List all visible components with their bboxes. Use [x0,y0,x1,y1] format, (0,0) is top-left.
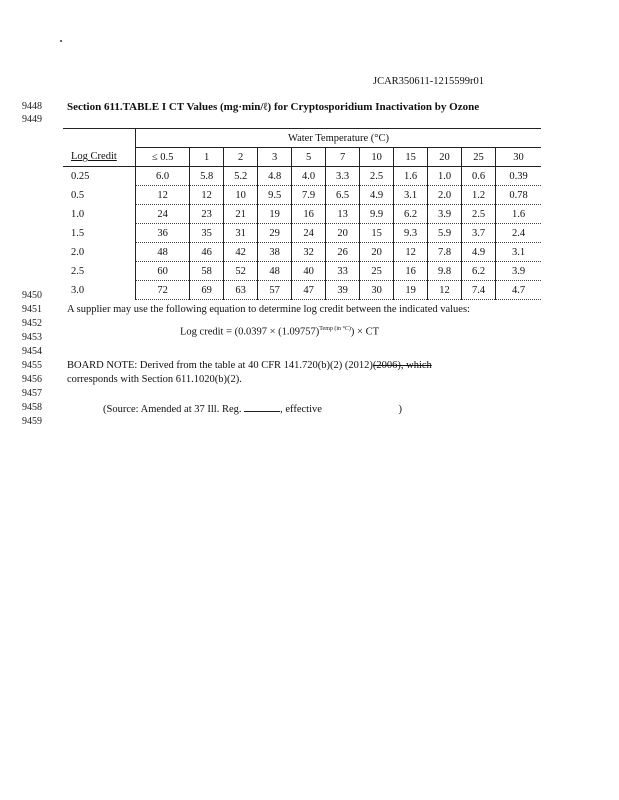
ct-value-cell: 10 [224,186,258,205]
ct-value-cell: 15 [360,224,394,243]
ct-value-cell: 3.9 [496,262,541,281]
ct-value-cell: 29 [258,224,292,243]
log-credit-header: Log Credit [63,148,136,167]
ct-value-cell: 6.5 [326,186,360,205]
ct-value-cell: 3.3 [326,167,360,186]
ct-value-cell: 4.9 [462,243,496,262]
table-row [63,224,541,243]
log-credit-cell: 1.5 [71,227,85,239]
table-row [63,262,541,281]
board-note [67,360,432,371]
ct-value-cell: 9.5 [258,186,292,205]
ct-value-cell: 57 [258,281,292,300]
line-number: 9455 [22,360,42,371]
board-note-line2: corresponds with Section 611.1020(b)(2). [67,374,242,385]
ct-value-cell: 46 [190,243,224,262]
ct-value-cell: 0.39 [496,167,541,186]
ct-value-cell: 2.0 [428,186,462,205]
ct-value-cell: 9.9 [360,205,394,224]
source-suffix: ) [398,404,403,415]
ct-value-cell: 60 [136,262,190,281]
ct-value-cell: 4.7 [496,281,541,300]
line-number: 9451 [22,304,42,315]
temperature-header-cell: ≤ 0.5 [136,148,190,167]
ct-value-cell: 40 [292,262,326,281]
line-number: 9453 [22,332,42,343]
temperature-header-cell: 20 [428,148,462,167]
ct-value-cell: 0.78 [496,186,541,205]
temperature-header-cell: 3 [258,148,292,167]
ct-value-cell: 6.2 [462,262,496,281]
table-row [63,243,541,262]
ct-value-cell: 12 [190,186,224,205]
formula-exponent: Temp (in °C) [319,326,351,332]
formula-right: ) × CT [350,326,380,338]
ct-value-cell: 4.9 [360,186,394,205]
ct-value-cell: 9.8 [428,262,462,281]
table-title: Section 611.TABLE I CT Values (mg·min/ℓ) for Cryptosporidium Inactivation by Ozone [67,101,480,113]
ct-value-cell: 20 [360,243,394,262]
ct-value-cell: 12 [136,186,190,205]
ct-value-cell: 16 [292,205,326,224]
ct-value-cell: 63 [224,281,258,300]
stray-mark [60,40,62,42]
ct-value-cell: 0.6 [462,167,496,186]
source-prefix: (Source: Amended at 37 Ill. Reg. [103,404,242,415]
log-credit-cell: 2.0 [71,246,85,258]
ct-value-cell: 20 [326,224,360,243]
ct-value-cell: 38 [258,243,292,262]
ct-value-cell: 35 [190,224,224,243]
temperature-header-cell: 25 [462,148,496,167]
ct-value-cell: 9.3 [394,224,428,243]
log-credit-formula [180,326,379,338]
ct-value-cell: 2.5 [462,205,496,224]
ct-value-cell: 2.4 [496,224,541,243]
temperature-header-cell: 15 [394,148,428,167]
line-number: 9457 [22,388,42,399]
ct-value-cell: 32 [292,243,326,262]
ct-value-cell: 16 [394,262,428,281]
log-credit-cell: 3.0 [71,284,85,296]
temperature-header-cell: 2 [224,148,258,167]
temperature-header-cell: 1 [190,148,224,167]
ct-value-cell: 12 [428,281,462,300]
temperature-header-cell: 10 [360,148,394,167]
ct-value-cell: 24 [292,224,326,243]
temperature-header-cell: 7 [326,148,360,167]
source-line [103,402,402,415]
ct-value-cell: 26 [326,243,360,262]
line-number: 9456 [22,374,42,385]
ct-value-cell: 3.7 [462,224,496,243]
source-middle: , effective [280,404,322,415]
temperature-header-row [63,148,541,167]
ct-value-cell: 48 [136,243,190,262]
line-number: 9458 [22,402,42,413]
table-row [63,205,541,224]
ct-value-cell: 24 [136,205,190,224]
line-number: 9448 [22,101,42,112]
ct-value-cell: 1.6 [394,167,428,186]
ct-value-cell: 13 [326,205,360,224]
ct-value-cell: 5.9 [428,224,462,243]
document-id: JCAR350611-1215599r01 [373,76,485,87]
ct-value-cell: 58 [190,262,224,281]
supplier-equation-text: A supplier may use the following equation to determine log credit between the indicated values: [67,304,470,315]
empty-header-cell [63,129,136,148]
ct-value-cell: 7.8 [428,243,462,262]
ct-value-cell: 19 [258,205,292,224]
line-number: 9449 [22,114,42,125]
ct-value-cell: 1.2 [462,186,496,205]
log-credit-cell: 1.0 [71,208,85,220]
ct-value-cell: 1.6 [496,205,541,224]
ct-values-table [63,128,541,300]
line-number: 9459 [22,416,42,427]
ct-value-cell: 7.9 [292,186,326,205]
line-number: 9452 [22,318,42,329]
ct-value-cell: 12 [394,243,428,262]
formula-left: Log credit = (0.0397 × (1.09757) [180,326,320,338]
ct-value-cell: 6.0 [136,167,190,186]
ct-value-cell: 30 [360,281,394,300]
ct-value-cell: 1.0 [428,167,462,186]
ct-value-cell: 3.1 [394,186,428,205]
ct-value-cell: 36 [136,224,190,243]
ct-value-cell: 47 [292,281,326,300]
log-credit-cell: 2.5 [71,265,85,277]
ct-value-cell: 3.9 [428,205,462,224]
ct-value-cell: 33 [326,262,360,281]
ct-value-cell: 69 [190,281,224,300]
ct-value-cell: 39 [326,281,360,300]
ct-value-cell: 72 [136,281,190,300]
log-credit-cell: 0.25 [71,170,90,182]
ct-value-cell: 5.8 [190,167,224,186]
ct-value-cell: 25 [360,262,394,281]
board-note-prefix: BOARD NOTE: Derived from the table at 40 CFR 141.720(b)(2) (2012) [67,360,373,371]
line-number: 9450 [22,290,42,301]
ct-value-cell: 4.8 [258,167,292,186]
ct-value-cell: 7.4 [462,281,496,300]
blank-register-page [244,402,280,412]
temperature-header-cell: 30 [496,148,541,167]
ct-value-cell: 19 [394,281,428,300]
table-row [63,186,541,205]
line-number: 9454 [22,346,42,357]
table-body [63,167,541,300]
ct-value-cell: 21 [224,205,258,224]
table-row [63,167,541,186]
ct-value-cell: 4.0 [292,167,326,186]
ct-value-cell: 48 [258,262,292,281]
blank-effective-date [325,403,399,412]
ct-value-cell: 2.5 [360,167,394,186]
table-row [63,281,541,300]
ct-value-cell: 31 [224,224,258,243]
board-note-struck-text: (2006), which [372,360,432,371]
ct-value-cell: 23 [190,205,224,224]
log-credit-cell: 0.5 [71,189,85,201]
ct-value-cell: 42 [224,243,258,262]
temperature-header-cell: 5 [292,148,326,167]
ct-value-cell: 52 [224,262,258,281]
ct-value-cell: 3.1 [496,243,541,262]
water-temperature-header: Water Temperature (°C) [136,129,542,148]
ct-value-cell: 6.2 [394,205,428,224]
ct-value-cell: 5.2 [224,167,258,186]
